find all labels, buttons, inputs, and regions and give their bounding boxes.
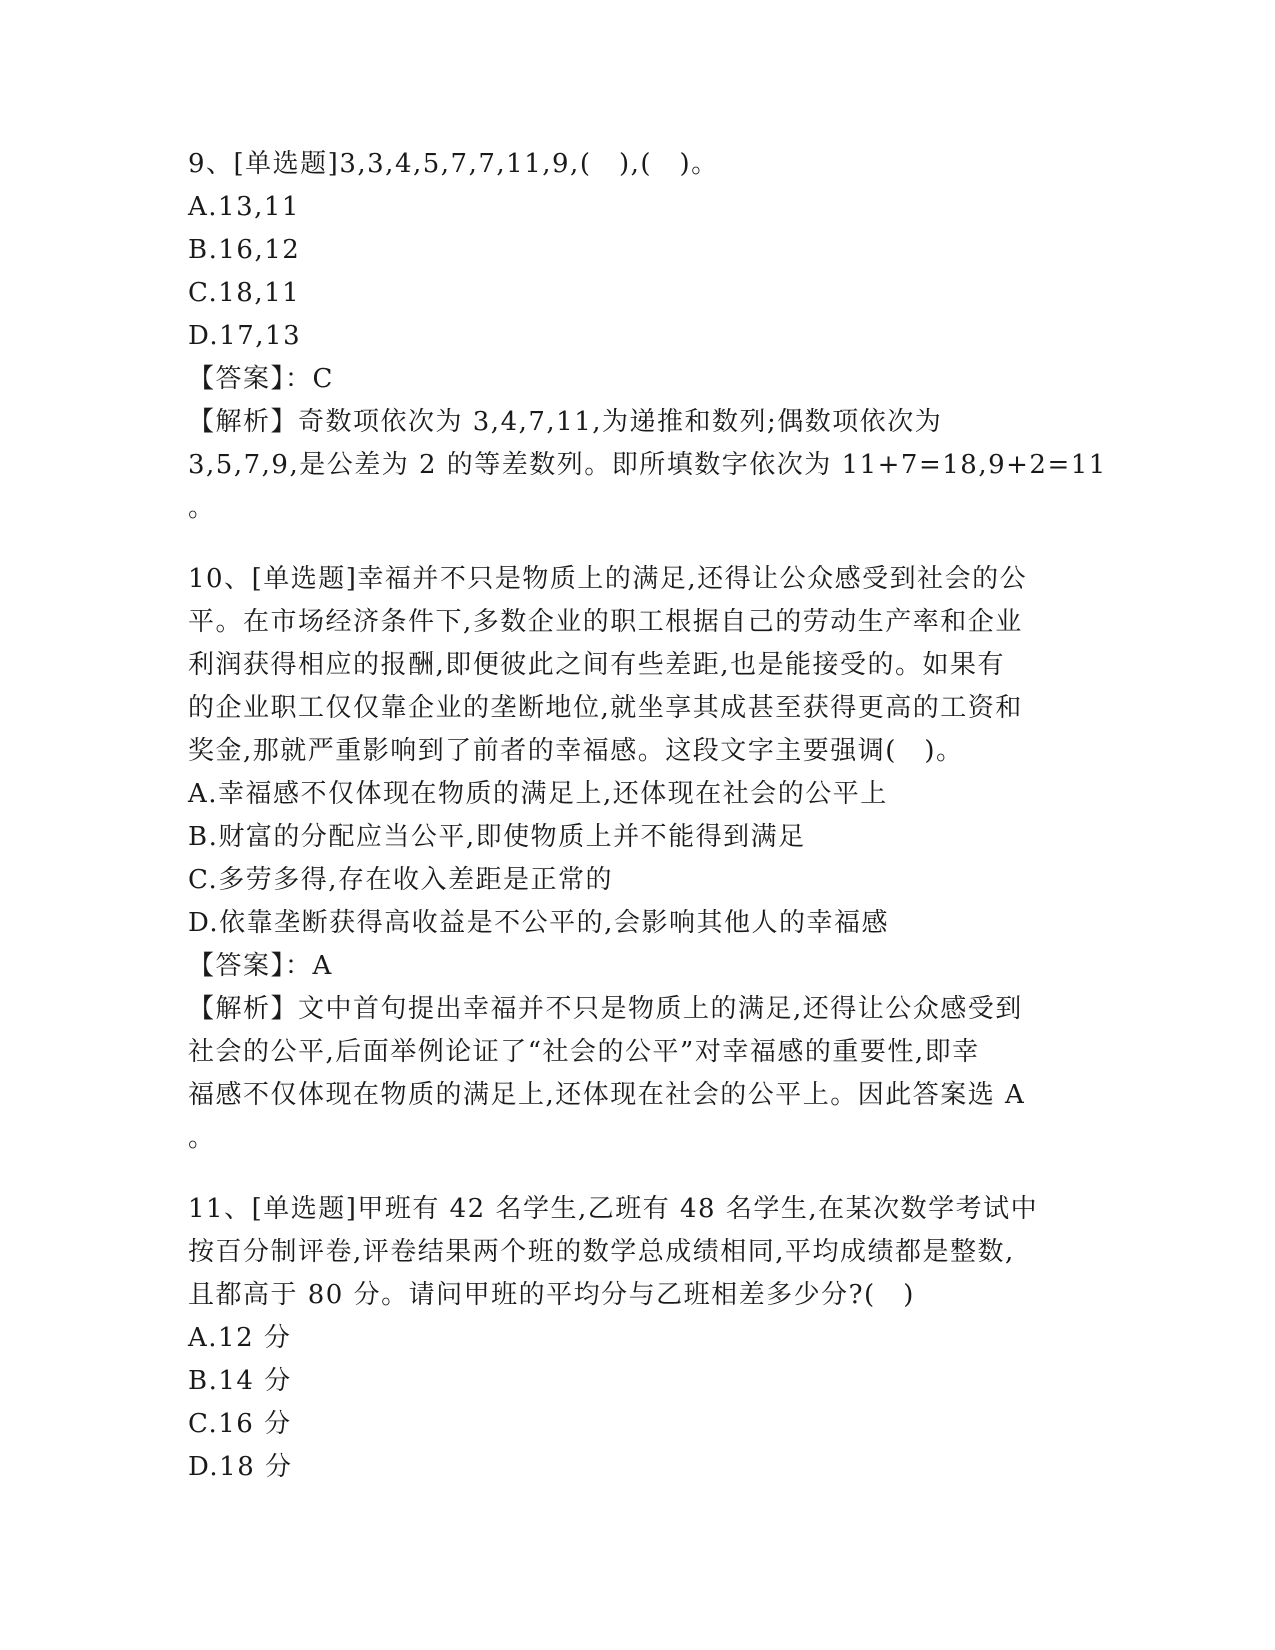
document-page xyxy=(188,143,1107,1489)
analysis-line: 。 xyxy=(188,493,216,523)
analysis-line: 3,5,7,9,是公差为 2 的等差数列。即所填数字依次为 11+7=18,9+2=11 xyxy=(188,450,1107,480)
option-c: C.16 分 xyxy=(188,1409,292,1439)
analysis-line: 。 xyxy=(188,1123,216,1153)
question-10-stem: 10、[单选题]幸福并不只是物质上的满足,还得让公众感受到社会的公 xyxy=(188,564,1028,594)
option-b: B.14 分 xyxy=(188,1366,292,1396)
spacer xyxy=(188,530,1088,558)
option-b: B.财富的分配应当公平,即使物质上并不能得到满足 xyxy=(188,822,806,852)
question-9 xyxy=(188,143,1107,530)
option-a: A.12 分 xyxy=(188,1323,292,1353)
option-d: D.依靠垄断获得高收益是不公平的,会影响其他人的幸福感 xyxy=(188,908,889,938)
option-d: D.18 分 xyxy=(188,1452,293,1482)
analysis-line: 【解析】文中首句提出幸福并不只是物质上的满足,还得让公众感受到 xyxy=(188,994,1023,1024)
spacer xyxy=(188,1160,1088,1188)
question-11-stem: 11、[单选题]甲班有 42 名学生,乙班有 48 名学生,在某次数学考试中 xyxy=(188,1194,1039,1224)
analysis-line: 社会的公平,后面举例论证了“社会的公平”对幸福感的重要性,即幸 xyxy=(188,1037,980,1067)
option-b: B.16,12 xyxy=(188,235,301,265)
analysis-line: 福感不仅体现在物质的满足上,还体现在社会的公平上。因此答案选 A xyxy=(188,1080,1026,1110)
analysis-line: 【解析】奇数项依次为 3,4,7,11,为递推和数列;偶数项依次为 xyxy=(188,407,943,437)
question-11-stem: 且都高于 80 分。请问甲班的平均分与乙班相差多少分?( ) xyxy=(188,1280,915,1310)
answer: 【答案】：A xyxy=(188,951,333,981)
question-10-stem: 利润获得相应的报酬,即便彼此之间有些差距,也是能接受的。如果有 xyxy=(188,650,1006,680)
question-11-stem: 按百分制评卷,评卷结果两个班的数学总成绩相同,平均成绩都是整数, xyxy=(188,1237,1015,1267)
answer: 【答案】：C xyxy=(188,364,334,394)
option-c: C.18,11 xyxy=(188,278,301,308)
question-10-stem: 奖金,那就严重影响到了前者的幸福感。这段文字主要强调( )。 xyxy=(188,736,964,766)
question-11 xyxy=(188,1188,1088,1489)
question-9-stem: 9、[单选题]3,3,4,5,7,7,11,9,( ),( )。 xyxy=(188,149,719,179)
option-d: D.17,13 xyxy=(188,321,302,351)
question-10-stem: 平。在市场经济条件下,多数企业的职工根据自己的劳动生产率和企业 xyxy=(188,607,1023,637)
option-c: C.多劳多得,存在收入差距是正常的 xyxy=(188,865,613,895)
question-10 xyxy=(188,558,1088,1160)
question-10-stem: 的企业职工仅仅靠企业的垄断地位,就坐享其成甚至获得更高的工资和 xyxy=(188,693,1023,723)
option-a: A.幸福感不仅体现在物质的满足上,还体现在社会的公平上 xyxy=(188,779,888,809)
option-a: A.13,11 xyxy=(188,192,300,222)
